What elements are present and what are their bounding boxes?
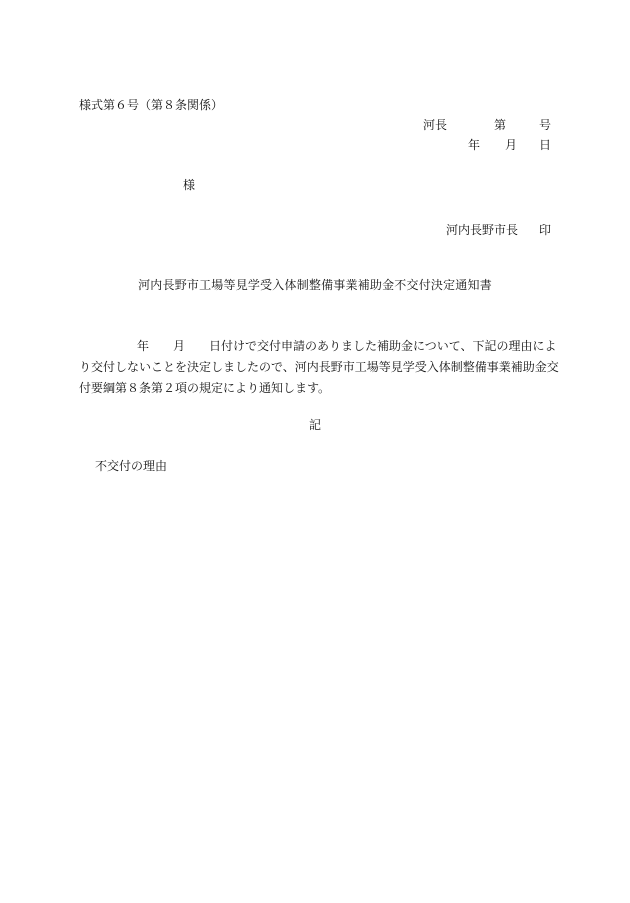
body-paragraph (79, 336, 559, 399)
body-line-1 (79, 336, 557, 357)
form-number: 様式第６号（第８条関係） (79, 98, 224, 112)
reference-prefix: 河長 (423, 118, 448, 132)
date-year: 年 (468, 138, 481, 152)
body-line-3: 付要綱第８条第２項の規定により通知します。 (79, 381, 331, 395)
sender-name: 河内長野市長 (446, 223, 519, 237)
reference-dai: 第 (494, 118, 507, 132)
ki-heading: 記 (309, 418, 322, 432)
sender-seal: 印 (539, 223, 552, 237)
body-line-1-text: 日付けで交付申請のありました補助金について、下記の理由によ (209, 339, 557, 353)
body-month: 月 (173, 339, 186, 353)
date-day: 日 (539, 138, 552, 152)
reason-label: 不交付の理由 (95, 459, 168, 473)
document-title: 河内長野市工場等見学受入体制整備事業補助金不交付決定通知書 (138, 278, 492, 292)
body-year: 年 (137, 339, 150, 353)
addressee-honorific: 様 (183, 178, 196, 192)
body-line-2: り交付しないことを決定しましたので、河内長野市工場等見学受入体制整備事業補助金交 (79, 360, 559, 374)
reference-go: 号 (539, 118, 552, 132)
date-month: 月 (505, 138, 518, 152)
